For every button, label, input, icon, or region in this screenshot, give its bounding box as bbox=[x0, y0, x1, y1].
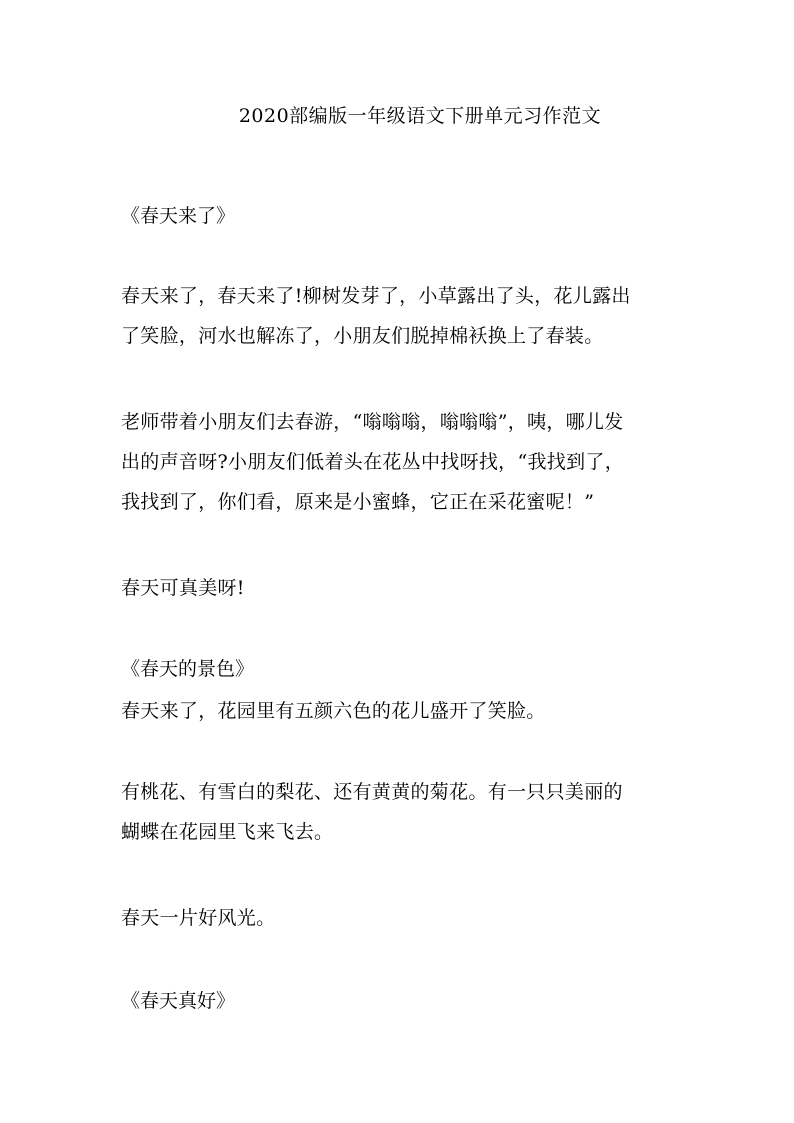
text-line: 老师带着小朋友们去春游，“嗡嗡嗡，嗡嗡嗡”，咦，哪儿发 bbox=[121, 411, 624, 433]
essay-2-heading: 《春天的景色》 bbox=[121, 658, 255, 680]
essay-2-paragraph-2 bbox=[121, 772, 681, 852]
essay-2-paragraph-3: 春天一片好风光。 bbox=[121, 907, 276, 929]
document-title: 2020部编版一年级语文下册单元习作范文 bbox=[238, 105, 602, 127]
essay-1-paragraph-2 bbox=[121, 402, 681, 522]
text-line: 我找到了，你们看，原来是小蜜蜂，它正在采花蜜呢！” bbox=[121, 491, 595, 513]
text-line: 了笑脸，河水也解冻了，小朋友们脱掉棉袄换上了春装。 bbox=[121, 325, 604, 347]
text-line: 蝴蝶在花园里飞来飞去。 bbox=[121, 821, 334, 843]
essay-1-paragraph-3: 春天可真美呀! bbox=[121, 577, 245, 599]
essay-1-paragraph-1 bbox=[121, 276, 681, 356]
text-line: 出的声音呀?小朋友们低着头在花丛中找呀找，“我找到了， bbox=[121, 451, 625, 473]
text-line: 春天来了，春天来了!柳树发芽了，小草露出了头，花儿露出 bbox=[121, 285, 631, 307]
essay-1-heading: 《春天来了》 bbox=[121, 205, 236, 227]
essay-3-heading: 《春天真好》 bbox=[121, 990, 236, 1012]
text-line: 有桃花、有雪白的梨花、还有黄黄的菊花。有一只只美丽的 bbox=[121, 781, 623, 803]
essay-2-paragraph-1: 春天来了，花园里有五颜六色的花儿盛开了笑脸。 bbox=[121, 700, 546, 722]
